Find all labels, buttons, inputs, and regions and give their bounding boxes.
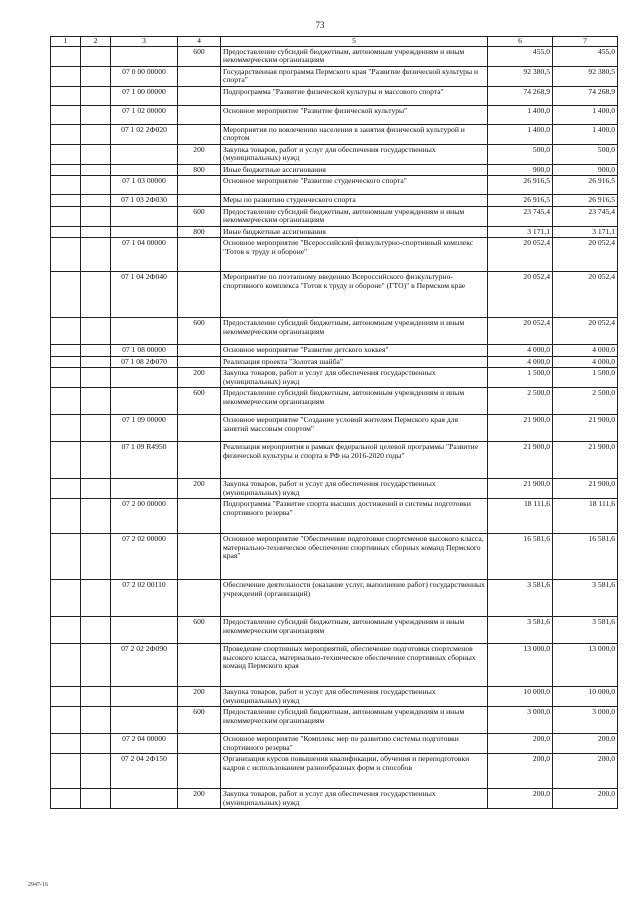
- empty-cell-2: [81, 617, 111, 644]
- table-row: [51, 789, 618, 809]
- empty-cell-2: [81, 318, 111, 345]
- item-name-cell: Проведение спортивных мероприятий, обеспечение подготовки спортсменов высокого класса, материально-техническое обеспечение спортивных сборных команд Пермского края: [221, 644, 488, 687]
- header-col-4: 4: [178, 37, 221, 47]
- amount-approved-cell: 16 581,6: [553, 534, 618, 580]
- target-code-cell: [111, 144, 178, 164]
- amount-approved-cell: 10 000,0: [553, 687, 618, 707]
- table-row: [51, 124, 618, 144]
- item-name-cell: Мероприятие по поэтапному введению Всероссийского физкультурно-спортивного комплекса "Готов к труду и обороне" (ГТО)" в Пермском крае: [221, 272, 488, 318]
- target-code-cell: [111, 46, 178, 66]
- amount-approved-cell: 13 000,0: [553, 644, 618, 687]
- empty-cell-2: [81, 734, 111, 754]
- expense-type-cell: [178, 345, 221, 357]
- target-code-cell: 07 1 09 R4950: [111, 442, 178, 479]
- amount-cell: 200,0: [488, 734, 553, 754]
- amount-approved-cell: 1 400,0: [553, 124, 618, 144]
- empty-cell-1: [51, 176, 81, 195]
- expense-type-cell: 200: [178, 144, 221, 164]
- expense-type-cell: 200: [178, 789, 221, 809]
- empty-cell-1: [51, 272, 81, 318]
- amount-cell: 3 581,6: [488, 580, 553, 617]
- item-name-cell: Обеспечение деятельности (оказание услуг, выполнение работ) государственных учреждений (организаций): [221, 580, 488, 617]
- amount-approved-cell: 3 000,0: [553, 707, 618, 734]
- target-code-cell: [111, 707, 178, 734]
- item-name-cell: Основное мероприятие "Развитие физической культуры": [221, 105, 488, 124]
- empty-cell-1: [51, 442, 81, 479]
- amount-cell: 3 581,6: [488, 617, 553, 644]
- amount-approved-cell: 200,0: [553, 754, 618, 789]
- empty-cell-1: [51, 226, 81, 238]
- item-name-cell: Основное мероприятие "Развитие студенческого спорта": [221, 176, 488, 195]
- target-code-cell: 07 1 03 2Ф030: [111, 195, 178, 207]
- table-row: [51, 368, 618, 388]
- empty-cell-1: [51, 356, 81, 368]
- expense-type-cell: 600: [178, 617, 221, 644]
- empty-cell-2: [81, 195, 111, 207]
- item-name-cell: Реализация проекта "Золотая шайба": [221, 356, 488, 368]
- empty-cell-1: [51, 164, 81, 176]
- empty-cell-2: [81, 226, 111, 238]
- empty-cell-2: [81, 479, 111, 499]
- amount-cell: 200,0: [488, 789, 553, 809]
- item-name-cell: Предоставление субсидий бюджетным, автономным учреждениям и иным некоммерческим организациям: [221, 318, 488, 345]
- empty-cell-2: [81, 644, 111, 687]
- table-row: [51, 105, 618, 124]
- empty-cell-2: [81, 368, 111, 388]
- table-row: [51, 707, 618, 734]
- target-code-cell: 07 2 02 00000: [111, 534, 178, 580]
- expense-type-cell: 600: [178, 707, 221, 734]
- amount-approved-cell: 21 900,0: [553, 442, 618, 479]
- table-row: [51, 176, 618, 195]
- empty-cell-1: [51, 195, 81, 207]
- target-code-cell: 07 1 04 00000: [111, 238, 178, 272]
- item-name-cell: Подпрограмма "Развитие спорта высших достижений и системы подготовки спортивного резерва": [221, 499, 488, 534]
- empty-cell-1: [51, 479, 81, 499]
- empty-cell-1: [51, 345, 81, 357]
- item-name-cell: Иные бюджетные ассигнования: [221, 226, 488, 238]
- header-col-1: 1: [51, 37, 81, 47]
- target-code-cell: [111, 206, 178, 226]
- item-name-cell: Предоставление субсидий бюджетным, автономным учреждениям и иным некоммерческим организациям: [221, 617, 488, 644]
- empty-cell-2: [81, 754, 111, 789]
- amount-cell: 1 500,0: [488, 368, 553, 388]
- target-code-cell: [111, 687, 178, 707]
- expense-type-cell: [178, 644, 221, 687]
- amount-cell: 21 900,0: [488, 442, 553, 479]
- empty-cell-2: [81, 238, 111, 272]
- empty-cell-1: [51, 580, 81, 617]
- expense-type-cell: 200: [178, 479, 221, 499]
- empty-cell-2: [81, 164, 111, 176]
- amount-approved-cell: 2 500,0: [553, 388, 618, 415]
- amount-approved-cell: 26 916,5: [553, 176, 618, 195]
- empty-cell-2: [81, 388, 111, 415]
- empty-cell-2: [81, 206, 111, 226]
- target-code-cell: [111, 318, 178, 345]
- empty-cell-1: [51, 687, 81, 707]
- amount-approved-cell: 21 900,0: [553, 479, 618, 499]
- amount-approved-cell: 26 916,5: [553, 195, 618, 207]
- item-name-cell: Мероприятия по вовлечению населения в занятия физической культурой и спортом: [221, 124, 488, 144]
- amount-approved-cell: 3 171,1: [553, 226, 618, 238]
- amount-cell: 500,0: [488, 144, 553, 164]
- amount-approved-cell: 20 052,4: [553, 238, 618, 272]
- item-name-cell: Реализация мероприятия в рамках федеральной целевой программы "Развитие физической культуры и спорта в РФ на 2016-2020 годы": [221, 442, 488, 479]
- target-code-cell: 07 2 02 2Ф090: [111, 644, 178, 687]
- expense-type-cell: [178, 580, 221, 617]
- amount-cell: 3 171,1: [488, 226, 553, 238]
- empty-cell-2: [81, 176, 111, 195]
- target-code-cell: [111, 617, 178, 644]
- empty-cell-1: [51, 46, 81, 66]
- page-number: 73: [315, 20, 325, 30]
- target-code-cell: 07 1 02 00000: [111, 105, 178, 124]
- target-code-cell: 07 1 00 00000: [111, 86, 178, 105]
- target-code-cell: [111, 226, 178, 238]
- table-row: [51, 499, 618, 534]
- target-code-cell: [111, 368, 178, 388]
- amount-approved-cell: 92 380,5: [553, 66, 618, 86]
- table-row: [51, 479, 618, 499]
- expense-type-cell: 600: [178, 388, 221, 415]
- table-row: [51, 195, 618, 207]
- amount-cell: 16 581,6: [488, 534, 553, 580]
- amount-cell: 26 916,5: [488, 176, 553, 195]
- item-name-cell: Государственная программа Пермского края "Развитие физической культуры и спорта": [221, 66, 488, 86]
- amount-approved-cell: 4 000,0: [553, 345, 618, 357]
- amount-cell: 10 000,0: [488, 687, 553, 707]
- empty-cell-2: [81, 144, 111, 164]
- table-row: [51, 238, 618, 272]
- item-name-cell: Организация курсов повышения квалификации, обучения и переподготовки кадров с использованием разнообразных форм и способов: [221, 754, 488, 789]
- expense-type-cell: [178, 754, 221, 789]
- table-row: [51, 734, 618, 754]
- target-code-cell: [111, 789, 178, 809]
- empty-cell-1: [51, 734, 81, 754]
- amount-cell: 1 400,0: [488, 105, 553, 124]
- empty-cell-2: [81, 442, 111, 479]
- target-code-cell: [111, 479, 178, 499]
- item-name-cell: Иные бюджетные ассигнования: [221, 164, 488, 176]
- amount-approved-cell: 20 052,4: [553, 272, 618, 318]
- expense-type-cell: 800: [178, 226, 221, 238]
- item-name-cell: Закупка товаров, работ и услуг для обеспечения государственных (муниципальных) нужд: [221, 368, 488, 388]
- empty-cell-1: [51, 105, 81, 124]
- table-row: [51, 164, 618, 176]
- expense-type-cell: [178, 272, 221, 318]
- amount-approved-cell: 20 052,4: [553, 318, 618, 345]
- amount-cell: 3 000,0: [488, 707, 553, 734]
- amount-approved-cell: 4 000,0: [553, 356, 618, 368]
- empty-cell-1: [51, 206, 81, 226]
- empty-cell-2: [81, 66, 111, 86]
- empty-cell-2: [81, 499, 111, 534]
- amount-cell: 21 900,0: [488, 415, 553, 442]
- amount-approved-cell: 1 400,0: [553, 105, 618, 124]
- item-name-cell: Закупка товаров, работ и услуг для обеспечения государственных (муниципальных) нужд: [221, 687, 488, 707]
- item-name-cell: Закупка товаров, работ и услуг для обеспечения государственных (муниципальных) нужд: [221, 789, 488, 809]
- table-row: [51, 687, 618, 707]
- footer-code: 2947-16: [28, 882, 48, 888]
- target-code-cell: [111, 164, 178, 176]
- target-code-cell: 07 2 00 00000: [111, 499, 178, 534]
- empty-cell-1: [51, 707, 81, 734]
- target-code-cell: 07 2 04 00000: [111, 734, 178, 754]
- expense-type-cell: [178, 356, 221, 368]
- expense-type-cell: [178, 442, 221, 479]
- expense-type-cell: 200: [178, 368, 221, 388]
- amount-approved-cell: 500,0: [553, 144, 618, 164]
- expense-type-cell: [178, 734, 221, 754]
- empty-cell-1: [51, 754, 81, 789]
- item-name-cell: Предоставление субсидий бюджетным, автономным учреждениям и иным некоммерческим организациям: [221, 388, 488, 415]
- expense-type-cell: [178, 534, 221, 580]
- table-row: [51, 272, 618, 318]
- table-row: [51, 86, 618, 105]
- target-code-cell: 07 2 04 2Ф150: [111, 754, 178, 789]
- empty-cell-1: [51, 789, 81, 809]
- table-row: [51, 144, 618, 164]
- target-code-cell: 07 1 04 2Ф040: [111, 272, 178, 318]
- expense-type-cell: 600: [178, 318, 221, 345]
- amount-cell: 2 500,0: [488, 388, 553, 415]
- item-name-cell: Предоставление субсидий бюджетным, автономным учреждениям и иным некоммерческим организациям: [221, 46, 488, 66]
- expense-type-cell: [178, 195, 221, 207]
- empty-cell-1: [51, 644, 81, 687]
- amount-approved-cell: 74 268,9: [553, 86, 618, 105]
- expense-type-cell: 800: [178, 164, 221, 176]
- item-name-cell: Основное мероприятие "Развитие детского хоккея": [221, 345, 488, 357]
- empty-cell-1: [51, 144, 81, 164]
- target-code-cell: 07 1 08 2Ф070: [111, 356, 178, 368]
- table-row: [51, 66, 618, 86]
- table-row: [51, 388, 618, 415]
- amount-cell: 13 000,0: [488, 644, 553, 687]
- amount-approved-cell: 23 745,4: [553, 206, 618, 226]
- target-code-cell: [111, 388, 178, 415]
- empty-cell-2: [81, 46, 111, 66]
- header-col-7: 7: [553, 37, 618, 47]
- empty-cell-2: [81, 356, 111, 368]
- header-col-2: 2: [81, 37, 111, 47]
- header-col-5: 5: [221, 37, 488, 47]
- item-name-cell: Предоставление субсидий бюджетным, автономным учреждениям и иным некоммерческим организациям: [221, 707, 488, 734]
- amount-approved-cell: 18 111,6: [553, 499, 618, 534]
- target-code-cell: 07 1 08 00000: [111, 345, 178, 357]
- item-name-cell: Основное мероприятие "Обеспечение подготовки спортсменов высокого класса, материально-техническое обеспечение спортивных сборных команд Пермского края": [221, 534, 488, 580]
- expense-type-cell: [178, 105, 221, 124]
- expense-type-cell: [178, 66, 221, 86]
- table-row: [51, 415, 618, 442]
- empty-cell-2: [81, 86, 111, 105]
- empty-cell-1: [51, 124, 81, 144]
- expense-type-cell: [178, 86, 221, 105]
- empty-cell-2: [81, 707, 111, 734]
- table-row: [51, 754, 618, 789]
- empty-cell-2: [81, 789, 111, 809]
- amount-approved-cell: 200,0: [553, 734, 618, 754]
- item-name-cell: Основное мероприятие "Комплекс мер по развитию системы подготовки спортивного резерва": [221, 734, 488, 754]
- table-row: [51, 442, 618, 479]
- table-row: [51, 318, 618, 345]
- empty-cell-1: [51, 318, 81, 345]
- amount-cell: 26 916,5: [488, 195, 553, 207]
- budget-table: [50, 36, 618, 809]
- amount-approved-cell: 200,0: [553, 789, 618, 809]
- table-row: [51, 617, 618, 644]
- header-col-6: 6: [488, 37, 553, 47]
- empty-cell-1: [51, 388, 81, 415]
- target-code-cell: 07 1 02 2Ф020: [111, 124, 178, 144]
- table-header-row: [51, 37, 618, 47]
- table-row: [51, 345, 618, 357]
- empty-cell-2: [81, 124, 111, 144]
- expense-type-cell: [178, 176, 221, 195]
- amount-cell: 4 000,0: [488, 345, 553, 357]
- table-row: [51, 226, 618, 238]
- amount-cell: 23 745,4: [488, 206, 553, 226]
- item-name-cell: Меры по развитию студенческого спорта: [221, 195, 488, 207]
- amount-cell: 92 380,5: [488, 66, 553, 86]
- empty-cell-1: [51, 238, 81, 272]
- target-code-cell: 07 1 09 00000: [111, 415, 178, 442]
- amount-cell: 200,0: [488, 754, 553, 789]
- empty-cell-2: [81, 580, 111, 617]
- item-name-cell: Предоставление субсидий бюджетным, автономным учреждениям и иным некоммерческим организациям: [221, 206, 488, 226]
- empty-cell-2: [81, 415, 111, 442]
- amount-approved-cell: 21 900,0: [553, 415, 618, 442]
- table-row: [51, 356, 618, 368]
- amount-cell: 20 052,4: [488, 238, 553, 272]
- amount-cell: 900,0: [488, 164, 553, 176]
- empty-cell-2: [81, 105, 111, 124]
- amount-cell: 18 111,6: [488, 499, 553, 534]
- expense-type-cell: 200: [178, 687, 221, 707]
- item-name-cell: Основное мероприятие "Всероссийский физкультурно-спортивный комплекс "Готов к труду и обороне": [221, 238, 488, 272]
- header-col-3: 3: [111, 37, 178, 47]
- empty-cell-2: [81, 687, 111, 707]
- empty-cell-1: [51, 86, 81, 105]
- empty-cell-1: [51, 534, 81, 580]
- amount-approved-cell: 455,0: [553, 46, 618, 66]
- table-row: [51, 206, 618, 226]
- item-name-cell: Подпрограмма "Развитие физической культуры и массового спорта": [221, 86, 488, 105]
- expense-type-cell: [178, 238, 221, 272]
- amount-approved-cell: 3 581,6: [553, 580, 618, 617]
- item-name-cell: Закупка товаров, работ и услуг для обеспечения государственных (муниципальных) нужд: [221, 479, 488, 499]
- amount-cell: 4 000,0: [488, 356, 553, 368]
- table-row: [51, 644, 618, 687]
- expense-type-cell: 600: [178, 46, 221, 66]
- amount-approved-cell: 900,0: [553, 164, 618, 176]
- empty-cell-1: [51, 617, 81, 644]
- empty-cell-2: [81, 272, 111, 318]
- empty-cell-1: [51, 368, 81, 388]
- target-code-cell: 07 1 03 00000: [111, 176, 178, 195]
- expense-type-cell: 600: [178, 206, 221, 226]
- amount-cell: 455,0: [488, 46, 553, 66]
- amount-cell: 21 900,0: [488, 479, 553, 499]
- table-row: [51, 46, 618, 66]
- amount-cell: 74 268,9: [488, 86, 553, 105]
- amount-cell: 1 400,0: [488, 124, 553, 144]
- target-code-cell: 07 0 00 00000: [111, 66, 178, 86]
- empty-cell-1: [51, 499, 81, 534]
- amount-cell: 20 052,4: [488, 272, 553, 318]
- item-name-cell: Закупка товаров, работ и услуг для обеспечения государственных (муниципальных) нужд: [221, 144, 488, 164]
- expense-type-cell: [178, 124, 221, 144]
- empty-cell-1: [51, 66, 81, 86]
- empty-cell-2: [81, 345, 111, 357]
- amount-cell: 20 052,4: [488, 318, 553, 345]
- table-row: [51, 580, 618, 617]
- amount-approved-cell: 3 581,6: [553, 617, 618, 644]
- empty-cell-1: [51, 415, 81, 442]
- empty-cell-2: [81, 534, 111, 580]
- amount-approved-cell: 1 500,0: [553, 368, 618, 388]
- item-name-cell: Основное мероприятие "Создание условий жителям Пермского края для занятий массовым спортом": [221, 415, 488, 442]
- expense-type-cell: [178, 415, 221, 442]
- expense-type-cell: [178, 499, 221, 534]
- table-row: [51, 534, 618, 580]
- target-code-cell: 07 2 02 00110: [111, 580, 178, 617]
